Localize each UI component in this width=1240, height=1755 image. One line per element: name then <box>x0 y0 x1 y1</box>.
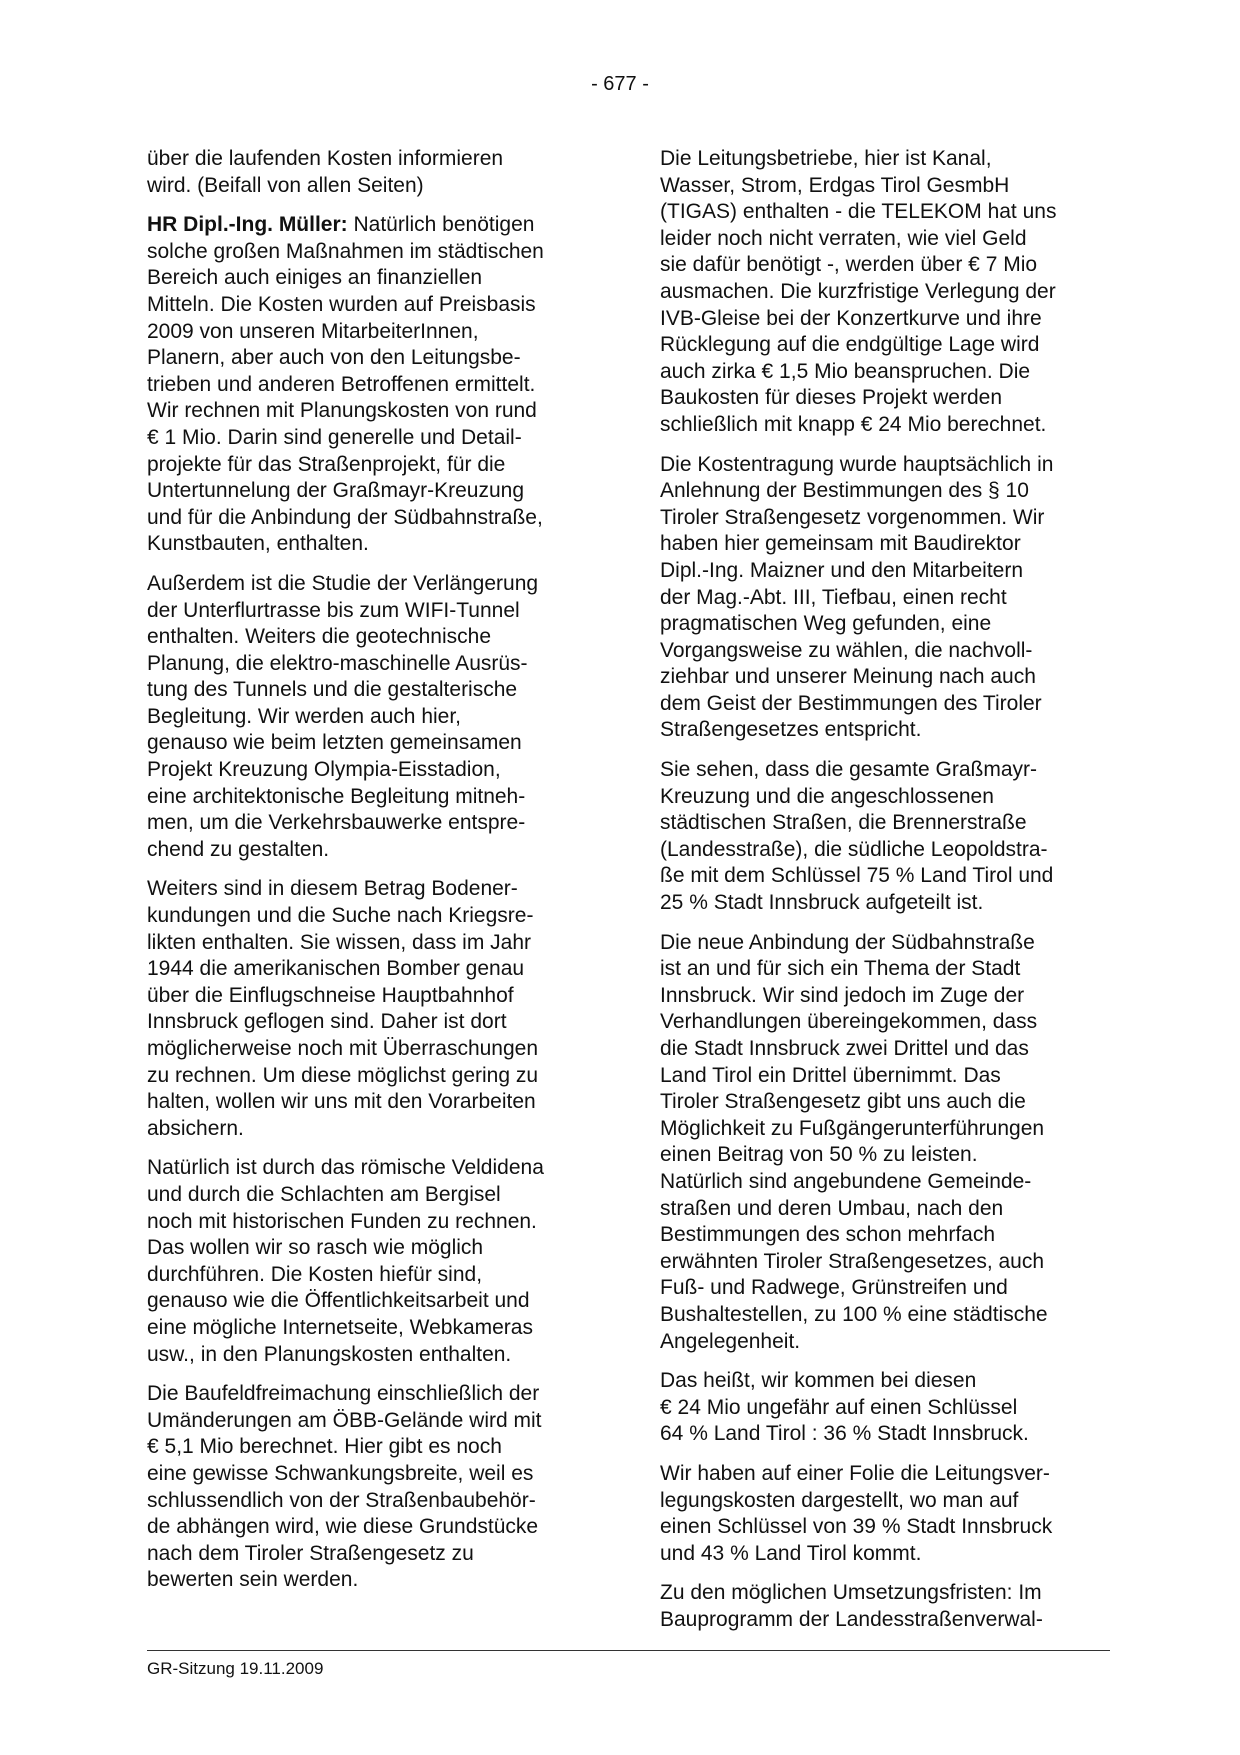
paragraph: über die laufenden Kosten informieren wird. (Beifall von allen Seiten) <box>147 147 504 197</box>
paragraph: Die Baufeldfreimachung einschließlich der Umänderungen am ÖBB-Gelände wird mit € 5,1 Mio berechnet. Hier gibt es noch eine gewisse Schwankungsbreite, weil es schlussendlich von der Straßenbaubehör- de abhängen wird, wie diese Grundstücke nach dem Tiroler Straßengesetz zu bewerten sein werden. <box>147 1382 542 1592</box>
paragraph: Natürlich ist durch das römische Veldidena und durch die Schlachten am Bergisel noch mit historischen Funden zu rechnen. Das wollen wir so rasch wie möglich durchführen. Die Kosten hiefür sind, genauso wie die Öffentlichkeitsarbeit und eine mögliche Internetseite, Webkameras usw., in den Planungskosten enthalten. <box>147 1156 544 1366</box>
paragraph: Die Leitungsbetriebe, hier ist Kanal, Wasser, Strom, Erdgas Tirol GesmbH (TIGAS) enthalten - die TELEKOM hat uns leider noch nicht verraten, wie viel Geld sie dafür benötigt -, werden über € 7 Mio ausmachen. Die kurzfristige Verlegung der IVB-Gleise bei der Konzertkurve und ihre Rücklegung auf die endgültige Lage wird auch zirka € 1,5 Mio beanspruchen. Die Baukosten für dieses Projekt werden schließlich mit knapp € 24 Mio berechnet. <box>660 147 1057 436</box>
paragraph: Die neue Anbindung der Südbahnstraße ist an und für sich ein Thema der Stadt Innsbruck. Wir sind jedoch im Zuge der Verhandlungen übereingekommen, dass die Stadt Innsbruck zwei Drittel und das Land Tirol ein Drittel übernimmt. Das Tiroler Straßengesetz gibt uns auch die Möglichkeit zu Fußgängerunterführungen einen Beitrag von 50 % zu leisten. Natürlich sind angebundene Gemeinde- straßen und deren Umbau, nach den Bestimmungen des schon mehrfach erwähnten Tiroler Straßengesetzes, auch Fuß- und Radwege, Grünstreifen und Bushaltestellen, zu 100 % eine städtische Angelegenheit. <box>660 930 1048 1353</box>
speech-text: Natürlich benötigen solche großen Maßnahmen im städtischen Bereich auch einiges an finanziellen Mitteln. Die Kosten wurden auf Preisbasis 2009 von unseren MitarbeiterInnen, Planern, aber auch von den Leitungsbe- trieben und anderen Betroffenen ermittelt. Wir rechnen mit Planungskosten von rund € 1 Mio. Darin sind generelle und Detail- projekte für das Straßenprojekt, für die Untertunnelung der Graßmayr-Kreuzung und für die Anbindung der Südbahnstraße, Kunstbauten, enthalten. <box>147 213 544 556</box>
speaker-name: HR Dipl.-Ing. Müller: <box>147 213 348 237</box>
paragraph <box>147 212 587 558</box>
paragraph: Das heißt, wir kommen bei diesen € 24 Mio ungefähr auf einen Schlüssel 64 % Land Tirol : 36 % Stadt Innsbruck. <box>660 1369 1029 1446</box>
paragraph: Zu den möglichen Umsetzungsfristen: Im Bauprogramm der Landesstraßenverwal- <box>660 1581 1043 1631</box>
page-number: - 677 - <box>591 73 649 95</box>
right-column <box>660 146 1120 1646</box>
paragraph: Weiters sind in diesem Betrag Bodener- kundungen und die Suche nach Kriegsre- likten enthalten. Sie wissen, dass im Jahr 1944 die amerikanischen Bomber genau über die Einflugschneise Hauptbahnhof Innsbruck geflogen sind. Daher ist dort möglicherweise noch mit Überraschungen zu rechnen. Um diese möglichst gering zu halten, wollen wir uns mit den Vorarbeiten absichern. <box>147 877 539 1140</box>
paragraph: Außerdem ist die Studie der Verlängerung der Unterflurtrasse bis zum WIFI-Tunnel enthalten. Weiters die geotechnische Planung, die elektro-maschinelle Ausrüs- tung des Tunnels und die gestalterische Begleitung. Wir werden auch hier, genauso wie beim letzten gemeinsamen Projekt Kreuzung Olympia-Eisstadion, eine architektonische Begleitung mitneh- men, um die Verkehrsbauwerke entspre- chend zu gestalten. <box>147 571 539 861</box>
left-column <box>147 146 587 1607</box>
paragraph: Wir haben auf einer Folie die Leitungsver- legungskosten dargestellt, wo man auf einen Schlüssel von 39 % Stadt Innsbruck und 43 % Land Tirol kommt. <box>660 1461 1053 1565</box>
footer-divider <box>147 1650 1110 1651</box>
footer-text: GR-Sitzung 19.11.2009 <box>147 1659 324 1678</box>
paragraph: Sie sehen, dass die gesamte Graßmayr- Kreuzung und die angeschlossenen städtischen Straßen, die Brennerstraße (Landesstraße), die südliche Leopoldstra- ße mit dem Schlüssel 75 % Land Tirol und 25 % Stadt Innsbruck aufgeteilt ist. <box>660 758 1054 915</box>
paragraph: Die Kostentragung wurde hauptsächlich in Anlehnung der Bestimmungen des § 10 Tiroler Straßengesetz vorgenommen. Wir haben hier gemeinsam mit Baudirektor Dipl.-Ing. Maizner und den Mitarbeitern der Mag.-Abt. III, Tiefbau, einen recht pragmatischen Weg gefunden, eine Vorgangsweise zu wählen, die nachvoll- ziehbar und unserer Meinung nach auch dem Geist der Bestimmungen des Tiroler Straßengesetzes entspricht. <box>660 452 1054 742</box>
